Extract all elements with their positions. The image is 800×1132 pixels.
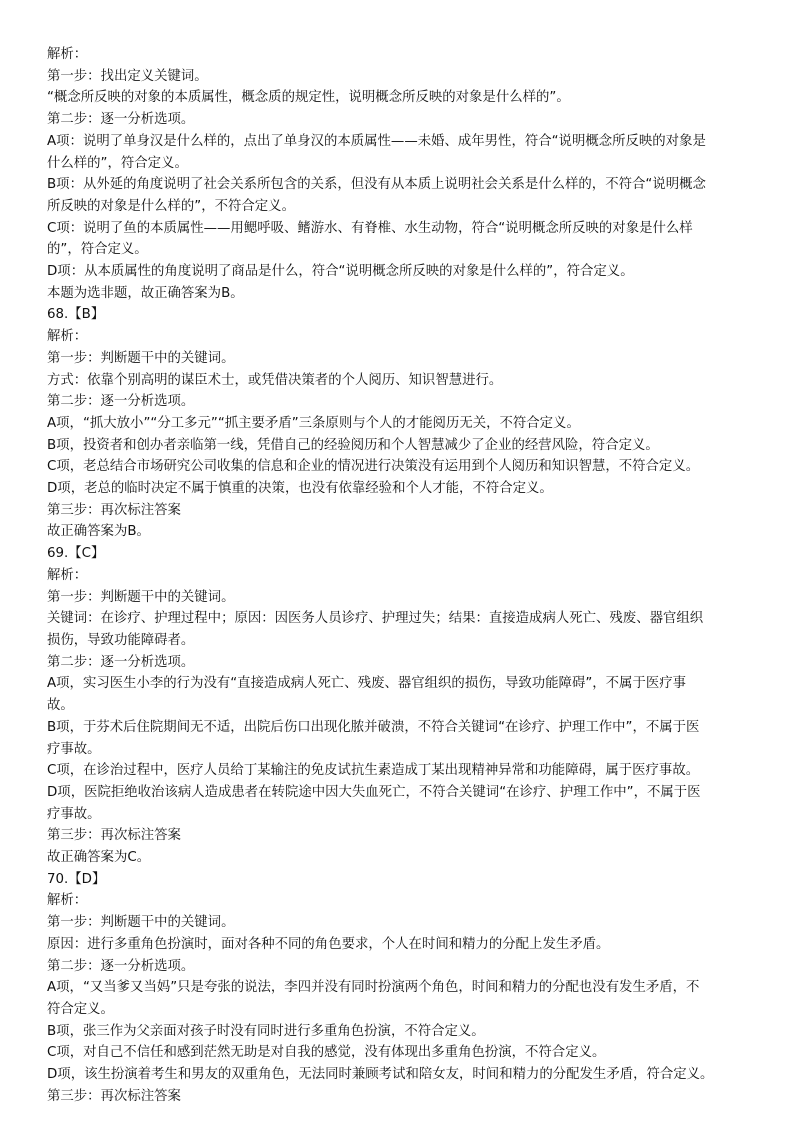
text-line: 第一步：判断题干中的关键词。	[47, 350, 235, 366]
text-line: 解析：	[47, 567, 88, 583]
text-line: 第三步：再次标注答案	[47, 1088, 181, 1104]
text-line: 本题为选非题，故正确答案为B。	[47, 285, 244, 301]
text-line: 疗事故。	[47, 806, 101, 822]
text-line: 什么样的”，符合定义。	[47, 155, 188, 171]
text-line: 70.【D】	[47, 871, 106, 887]
text-line: 第二步：逐一分析选项。	[47, 654, 195, 670]
text-line: “概念所反映的对象的本质属性，概念质的规定性，说明概念所反映的对象是什么样的”。	[47, 90, 570, 106]
text-line: 的”，符合定义。	[47, 242, 148, 258]
text-line: A项，实习医生小李的行为没有“直接造成病人死亡、残废、器官组织的损伤，导致功能障碍”，不属于医疗事	[47, 676, 686, 692]
text-line: A项，“又当爹又当妈”只是夸张的说法，李四并没有同时扮演两个角色，时间和精力的分配也没有发生矛盾，不	[47, 980, 700, 996]
text-line: B项，张三作为父亲面对孩子时没有同时进行多重角色扮演，不符合定义。	[47, 1023, 485, 1039]
text-line: C项：说明了鱼的本质属性——用鳃呼吸、鳍游水、有脊椎、水生动物，符合“说明概念所反映的对象是什么样	[47, 220, 693, 236]
document-body	[47, 44, 767, 1107]
text-line: 故正确答案为B。	[47, 524, 150, 540]
text-line: 第一步：判断题干中的关键词。	[47, 915, 235, 931]
text-line: A项，“抓大放小”“分工多元”“抓主要矛盾”三条原则与个人的才能阅历无关，不符合定义。	[47, 415, 580, 431]
text-line: 第二步：逐一分析选项。	[47, 958, 195, 974]
text-line: B项，投资者和创办者亲临第一线，凭借自己的经验阅历和个人智慧减少了企业的经营风险，符合定义。	[47, 437, 659, 453]
text-line: 第二步：逐一分析选项。	[47, 112, 195, 128]
text-line: 疗事故。	[47, 741, 101, 757]
text-line: 解析：	[47, 329, 88, 345]
text-line: A项：说明了单身汉是什么样的，点出了单身汉的本质属性——未婚、成年男性，符合“说明概念所反映的对象是	[47, 133, 706, 149]
text-line: 第三步：再次标注答案	[47, 828, 181, 844]
text-line: 解析：	[47, 893, 88, 909]
text-line: 所反映的对象是什么样的”，不符合定义。	[47, 198, 295, 214]
text-line: C项，老总结合市场研究公司收集的信息和企业的情况进行决策没有运用到个人阅历和知识智慧，不符合定义。	[47, 459, 700, 475]
text-line: 68.【B】	[47, 307, 105, 323]
text-line: 第一步：判断题干中的关键词。	[47, 589, 235, 605]
text-line: 符合定义。	[47, 1001, 114, 1017]
text-line: B项，于芬术后住院期间无不适，出院后伤口出现化脓并破溃，不符合关键词“在诊疗、护理工作中”，不属于医	[47, 719, 700, 735]
text-line: 故正确答案为C。	[47, 850, 151, 866]
text-line: 第一步：找出定义关键词。	[47, 68, 208, 84]
text-line: 关键词：在诊疗、护理过程中；原因：因医务人员诊疗、护理过失；结果：直接造成病人死亡、残废、器官组织	[47, 611, 704, 627]
text-line: 故。	[47, 698, 74, 714]
text-line: 69.【C】	[47, 546, 105, 562]
text-line: 方式：依靠个别高明的谋臣术士，或凭借决策者的个人阅历、知识智慧进行。	[47, 372, 503, 388]
text-line: D项，该生扮演着考生和男友的双重角色，无法同时兼顾考试和陪女友，时间和精力的分配发生矛盾，符合定义。	[47, 1067, 714, 1083]
text-line: 解析：	[47, 47, 88, 62]
text-line: D项，老总的临时决定不属于慎重的决策，也没有依靠经验和个人才能，不符合定义。	[47, 481, 553, 497]
text-line: 原因：进行多重角色扮演时，面对各种不同的角色要求，个人在时间和精力的分配上发生矛盾。	[47, 936, 610, 952]
text-line: C项，对自己不信任和感到茫然无助是对自我的感觉，没有体现出多重角色扮演，不符合定义。	[47, 1045, 606, 1061]
text-line: D项：从本质属性的角度说明了商品是什么，符合“说明概念所反映的对象是什么样的”，符合定义。	[47, 264, 634, 280]
text-line: 第二步：逐一分析选项。	[47, 394, 195, 410]
text-line: C项，在诊治过程中，医疗人员给丁某输注的免皮试抗生素造成丁某出现精神异常和功能障碍，属于医疗事故。	[47, 763, 700, 779]
text-line: 损伤，导致功能障碍者。	[47, 632, 195, 648]
text-line: B项：从外延的角度说明了社会关系所包含的关系，但没有从本质上说明社会关系是什么样的，不符合“说明概念	[47, 177, 706, 193]
text-line: 第三步：再次标注答案	[47, 502, 181, 518]
text-line: D项，医院拒绝收治该病人造成患者在转院途中因大失血死亡，不符合关键词“在诊疗、护理工作中”，不属于医	[47, 784, 701, 800]
